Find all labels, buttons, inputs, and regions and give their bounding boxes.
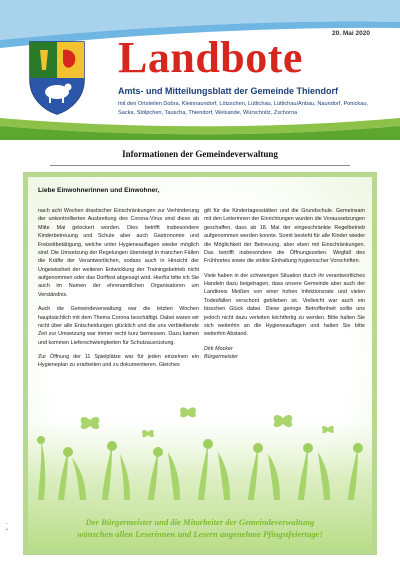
- letter-paragraph: Zur Öffnung der 11 Spielplätze war für jeden einzelnen ein Hygieneplan zu erarbeiten und zu dokumentieren. Gleiches: [38, 354, 199, 369]
- letter-greeting: Liebe Einwohnerinnen und Einwohner,: [38, 187, 160, 194]
- letter-paragraph: gilt für die Kindertagesstätten und die Grundschule. Gemeinsam mit den Leiterinnen der Einrichtungen wurden die Voraussetzungen geschaffen, dass ab 18. Mai der eingeschränkte Regelbetrieb aufgenommen werden konnte. Somit besteht für alle Kinder wieder die Möglichkeit der Betreuung, aber eben mit Einschränkungen. Das betrifft insbesondere die Öffnungszeiten. Wegfall des Frühhortes sowie die strikte Einhaltung hygienischer Vorschriften.: [204, 208, 365, 265]
- margin-mark: -: [6, 521, 8, 527]
- mayor-letter-panel: [23, 172, 377, 555]
- signature-name: Dirk Mocker: [204, 345, 233, 352]
- newspaper-title: Landbote: [118, 33, 303, 82]
- margin-mark: •: [6, 527, 8, 533]
- letter-signature: [204, 345, 365, 362]
- town-list: mit den Ortsteilen Dobra, Kleinnaundorf, Lötzschen, Lüttichau, Lüttichau/Anbau, Naundorf, Ponickau, Sacka, Stölpchen, Tauscha, Thiendorf, Welxande, Würschnitz, Zschorna: [118, 101, 369, 116]
- coat-of-arms-icon: [28, 40, 86, 115]
- closing-line-2: wünschen allen Leserinnen und Lesern angenehme Pfingstfeiertage!: [77, 528, 323, 539]
- closing-line-1: Der Bürgermeister und die Mitarbeiter der Gemeindeverwaltung: [85, 516, 315, 527]
- newspaper-subtitle: Amts- und Mitteilungsblatt der Gemeinde Thiendorf: [118, 86, 339, 96]
- letter-column-right: [204, 207, 365, 367]
- letter-paragraph: nach acht Wochen drastischer Einschränkungen zur Verhinderung der unkontrollierten Ausbreitung des Corona-Virus sind diese ab Mitte Mai gelockert worden. Dies betrifft insbesondere Kinderbetreuung und Schule aber auch Gastronomie und Freizeitbetätigung, welche unter Hygieneauflagen wieder möglich sind. Die Umsetzung der Regelungen übersteigt in manchen Fällen die Kräfte der Verantwortlichen, sodass auch in Hinsicht der Ungewissheit der weiteren Entwicklung der Trainingsbetrieb nicht aufgenommen oder das Dorffest abgesagt wird. Hierfür bitte ich Sie auch im Namen der ehrenamtlichen Organisatoren um Verständnis.: [38, 208, 199, 298]
- signature-role: Bürgermeister: [204, 354, 238, 360]
- letter-paragraph: Viele haben in der schwierigen Situation durch ihr verantwortliches Handeln dazu beigetragen, dass unsere Gemeinde aber auch der Landkreis Meißen von einer hohen Infektionsrate und vielen Todesfällen verschont geblieben ist. Vielleicht war auch ein bisschen Glück dabei. Diese geringe Betroffenheit sollte uns jedoch nicht dazu verleiten leichtfertig zu werden. Bitte halten Sie sich weiterhin an die Hygieneauflagen und halten Sie bitte weiterhin Abstand.: [204, 272, 365, 338]
- section-divider: [50, 165, 350, 166]
- letter-paragraph: Auch die Gemeindeverwaltung war die letzten Wochen hauptsächlich mit dem Thema Corona beschäftigt. Dabei waren wir nicht über alle Entscheidungen glücklich und die uns verbleibende Zeit zur Umsetzung war immer recht kurz bemessen. Dazu kamen und kommen Lieferschwierigkeiten für Schutzausrüstung.: [38, 306, 199, 346]
- letter-column-left: [38, 207, 199, 376]
- section-title: Informationen der Gemeindeverwaltung: [122, 149, 278, 159]
- masthead: [0, 0, 400, 140]
- closing-message: [28, 516, 372, 540]
- issue-date: 20. Mai 2020: [332, 30, 370, 37]
